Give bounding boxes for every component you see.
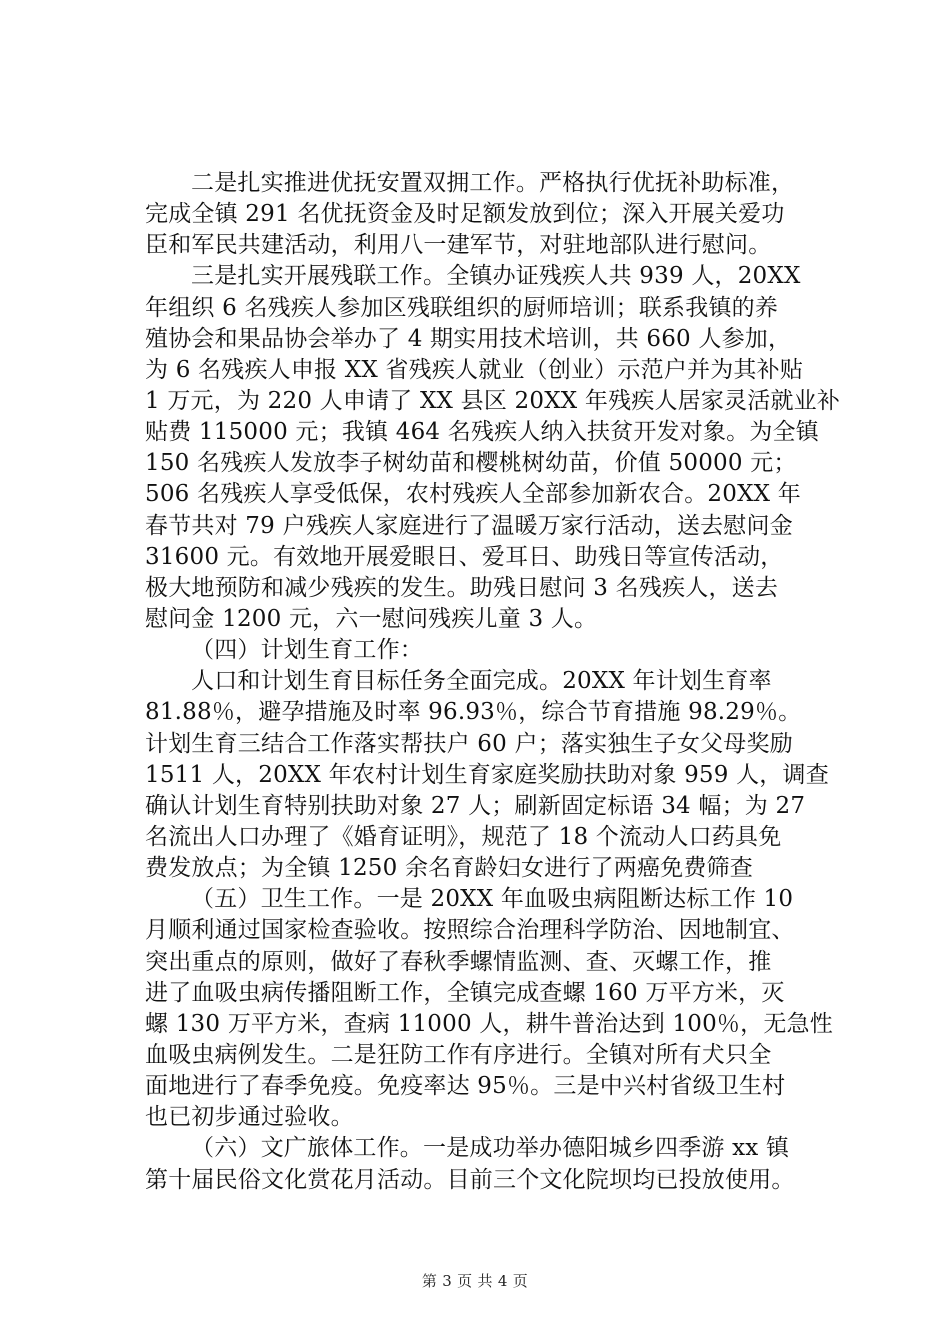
text-line: （五）卫生工作。一是 20XX 年血吸虫病阻断达标工作 10 xyxy=(191,886,794,913)
text-line: 第十届民俗文化赏花月活动。目前三个文化院坝均已投放使用。 xyxy=(145,1166,795,1193)
text-line: 确认计划生育特别扶助对象 27 人；刷新固定标语 34 幅；为 27 xyxy=(145,792,806,819)
paragraph-weisheng xyxy=(145,884,835,1133)
text-line: 为 6 名残疾人申报 XX 省残疾人就业（创业）示范户并为其补贴 xyxy=(145,356,804,383)
text-line: 二是扎实推进优抚安置双拥工作。严格执行优抚补助标准， xyxy=(191,170,795,196)
text-line: 1 万元，为 220 人申请了 XX 县区 20XX 年残疾人居家灵活就业补 xyxy=(145,387,841,414)
text-line: 臣和军民共建活动，利用八一建军节，对驻地部队进行慰问。 xyxy=(145,232,772,259)
text-line: （六）文广旅体工作。一是成功举办德阳城乡四季游 xx 镇 xyxy=(191,1135,790,1162)
text-line: 年组织 6 名残疾人参加区残联组织的厨师培训；联系我镇的养 xyxy=(145,294,779,321)
section-heading: （四）计划生育工作： xyxy=(191,637,423,664)
text-line: 也已初步通过验收。 xyxy=(145,1104,354,1131)
text-line: 慰问金 1200 元，六一慰问残疾儿童 3 人。 xyxy=(145,605,598,632)
text-line: 150 名残疾人发放李子树幼苗和樱桃树幼苗，价值 50000 元； xyxy=(145,450,797,477)
text-line: 完成全镇 291 名优抚资金及时足额发放到位；深入开展关爱功 xyxy=(145,201,785,228)
text-line: 面地进行了春季免疫。免疫率达 95％。三是中兴村省级卫生村 xyxy=(145,1073,786,1100)
text-line: 春节共对 79 户残疾人家庭进行了温暖万家行活动，送去慰问金 xyxy=(145,512,793,539)
text-line: 计划生育三结合工作落实帮扶户 60 户；落实独生子女父母奖励 xyxy=(145,730,793,757)
text-line: 极大地预防和减少残疾的发生。助残日慰问 3 名残疾人，送去 xyxy=(145,574,779,601)
section-heading-jihua xyxy=(145,635,835,666)
text-line: 血吸虫病例发生。二是狂防工作有序进行。全镇对所有犬只全 xyxy=(145,1041,772,1068)
paragraph-jihua xyxy=(145,666,835,884)
paragraph-wenguang xyxy=(145,1133,835,1195)
text-line: 31600 元。有效地开展爱眼日、爱耳日、助残日等宣传活动， xyxy=(145,543,784,570)
paragraph-youfu xyxy=(145,168,835,261)
document-body xyxy=(145,168,841,1196)
text-line: 月顺利通过国家检查验收。按照综合治理科学防治、因地制宜、 xyxy=(145,917,795,944)
text-line: 1511 人，20XX 年农村计划生育家庭奖励扶助对象 959 人，调查 xyxy=(145,761,829,788)
text-line: 进了血吸虫病传播阻断工作，全镇完成查螺 160 万平方米，灭 xyxy=(145,979,785,1006)
text-line: 突出重点的原则，做好了春秋季螺情监测、查、灭螺工作，推 xyxy=(145,948,772,975)
text-line: 三是扎实开展残联工作。全镇办证残疾人共 939 人，20XX xyxy=(191,263,801,290)
text-line: 506 名残疾人享受低保，农村残疾人全部参加新农合。20XX 年 xyxy=(145,481,801,508)
text-line: 贴费 115000 元；我镇 464 名残疾人纳入扶贫开发对象。为全镇 xyxy=(145,419,819,446)
text-line: 螺 130 万平方米，查病 11000 人，耕牛普治达到 100％，无急性 xyxy=(145,1010,833,1037)
paragraph-canlian xyxy=(145,261,841,635)
text-line: 人口和计划生育目标任务全面完成。20XX 年计划生育率 xyxy=(191,668,772,695)
text-line: 殖协会和果品协会举办了 4 期实用技术培训，共 660 人参加， xyxy=(145,325,792,352)
text-line: 81.88％，避孕措施及时率 96.93％，综合节育措施 98.29％。 xyxy=(145,699,802,726)
text-line: 费发放点；为全镇 1250 余名育龄妇女进行了两癌免费筛查 xyxy=(145,855,753,882)
page-number-footer: 第 3 页 共 4 页 xyxy=(421,1272,529,1290)
text-line: 名流出人口办理了《婚育证明》，规范了 18 个流动人口药具免 xyxy=(145,823,782,850)
